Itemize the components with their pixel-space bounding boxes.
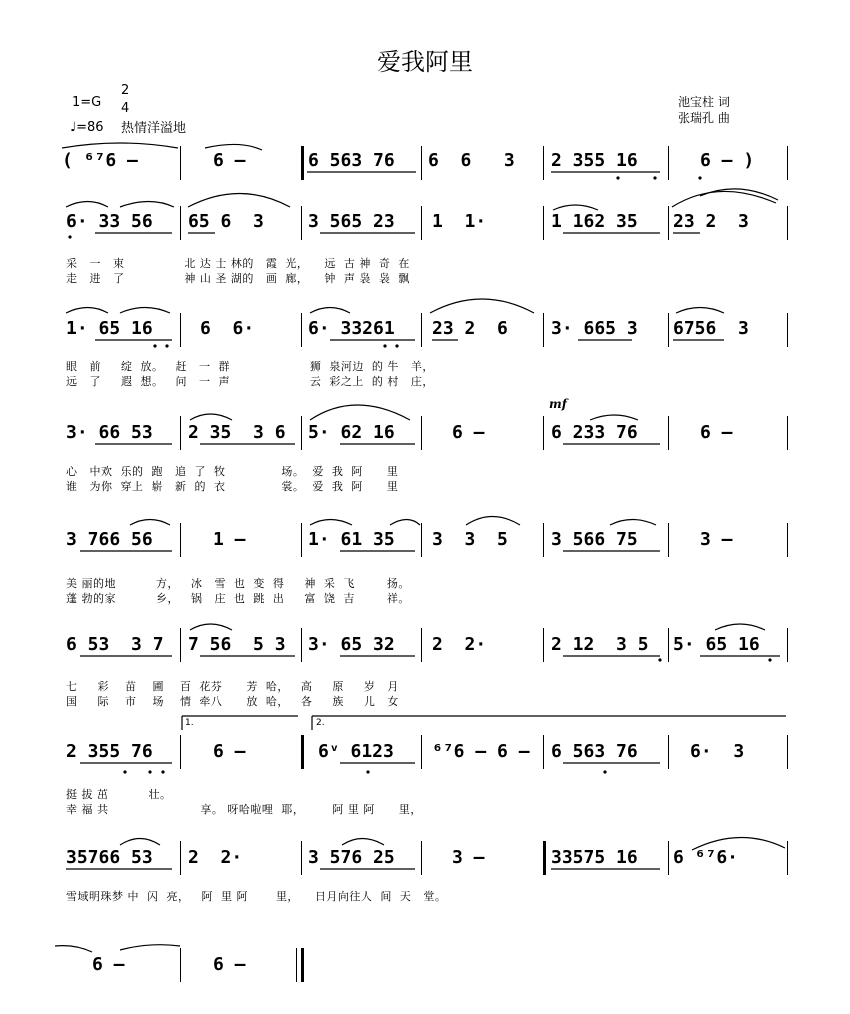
measure-1-1: ( ⁶⁷6 –	[62, 150, 138, 171]
measure-5-3: 1· 61 35	[308, 529, 395, 550]
low-octave-dot	[161, 770, 164, 773]
low-octave-dot	[395, 344, 398, 347]
slur	[205, 144, 262, 150]
slur	[130, 520, 170, 526]
slur	[553, 205, 598, 210]
measure-4-5: 6 233 76	[551, 422, 638, 443]
song-title: 爱我阿里	[377, 48, 473, 76]
measure-6-6: 5· 65 16	[673, 634, 760, 655]
low-octave-dot	[658, 658, 661, 661]
lyric-verse-1: 雪域明珠梦 中 闪 亮， 阿 里 阿 里， 日月向往人 间 天 堂。	[66, 890, 447, 903]
measure-8-5: 33575 16	[551, 847, 638, 868]
measure-6-2: 7 56 5 3	[188, 634, 286, 655]
key-signature: 1=G	[72, 95, 102, 110]
measure-7-2: 6 –	[213, 741, 246, 762]
measure-6-5: 2 12 3 5	[551, 634, 649, 655]
measure-5-6: 3 –	[700, 529, 733, 550]
measure-7-5: 6 563 76	[551, 741, 638, 762]
measure-4-2: 2 35 3 6	[188, 422, 286, 443]
tempo-marking: ♩=86	[70, 120, 104, 135]
slur	[66, 308, 108, 314]
slur	[692, 837, 785, 850]
tie	[55, 946, 92, 952]
measure-3-4: 23 2 6	[432, 318, 508, 339]
measure-2-2: 65 6 3	[188, 211, 264, 232]
slur	[700, 189, 778, 200]
measure-5-4: 3 3 5	[432, 529, 508, 550]
measure-9-1: 6 –	[92, 954, 125, 975]
measure-3-2: 6 6·	[200, 318, 255, 339]
tie	[120, 945, 180, 950]
slur	[342, 839, 384, 846]
measure-4-3: 5· 62 16	[308, 422, 395, 443]
lyric-verse-1: 心 中欢 乐的 跑 追 了 牧 场。 爱 我 阿 里	[66, 465, 399, 478]
low-octave-dot	[165, 344, 168, 347]
low-octave-dot	[68, 235, 71, 238]
slur	[676, 308, 724, 314]
measure-5-2: 1 –	[213, 529, 246, 550]
measure-2-4: 1 1·	[432, 211, 487, 232]
low-octave-dot	[153, 344, 156, 347]
slur	[430, 299, 534, 313]
measure-3-6: 6756 3	[673, 318, 749, 339]
lyricist-credit: 池宝柱 词	[678, 95, 730, 109]
slur	[190, 624, 232, 630]
slur	[120, 839, 160, 846]
slur	[310, 308, 350, 314]
lyric-verse-1: 挺 拔 茁 壮。	[66, 788, 172, 801]
lyric-verse-2: 远 了 遐 想。 问 一 声 云 彩之上 的 村 庄，	[66, 375, 434, 388]
lyric-verse-2: 国 际 市 场 情 牵八 放 哈， 各 族 儿 女	[66, 695, 399, 708]
lyric-verse-1: 眼 前 绽 放。 赶 一 群 狮 泉河边 的 牛 羊，	[66, 360, 434, 373]
measure-1-3: 6 563 76	[308, 150, 395, 171]
measure-1-2: 6 –	[213, 150, 246, 171]
measure-1-5: 2 355 16	[551, 150, 638, 171]
lyric-verse-2: 谁 为你 穿上 崭 新 的 衣 裳。 爱 我 阿 里	[66, 480, 399, 493]
low-octave-dot	[123, 770, 126, 773]
slur	[62, 143, 178, 148]
low-octave-dot	[603, 770, 606, 773]
low-octave-dot	[768, 658, 771, 661]
measure-8-4: 3 –	[452, 847, 485, 868]
volta-2-label: 2.	[316, 718, 325, 728]
measure-7-6: 6· 3	[690, 741, 745, 762]
measure-7-4: ⁶⁷6 – 6 –	[432, 741, 530, 762]
lyric-verse-2: 蓬 勃的家 乡， 锅 庄 也 跳 出 富 饶 吉 祥。	[66, 592, 410, 605]
low-octave-dot	[653, 176, 656, 179]
dynamic-marking: mf	[549, 397, 567, 411]
slur	[120, 202, 174, 208]
measure-3-3: 6· 33261	[308, 318, 395, 339]
measure-6-1: 6 53 3 7	[66, 634, 164, 655]
measure-8-3: 3 576 25	[308, 847, 395, 868]
measure-2-1: 6· 33 56	[66, 211, 153, 232]
measure-3-5: 3· 665 3	[551, 318, 638, 339]
measure-2-3: 3 565 23	[308, 211, 395, 232]
slur	[610, 520, 656, 526]
measure-2-5: 1 162 35	[551, 211, 638, 232]
slur	[590, 415, 638, 420]
measure-3-1: 1· 65 16	[66, 318, 153, 339]
time-signature-bottom: 4	[121, 101, 130, 116]
measure-8-2: 2 2·	[188, 847, 243, 868]
measure-1-6: 6 – )	[700, 150, 755, 171]
volta-1-label: 1.	[185, 718, 194, 728]
measure-5-5: 3 566 75	[551, 529, 638, 550]
composer-credit: 张瑞孔 曲	[678, 111, 730, 125]
measure-6-3: 3· 65 32	[308, 634, 395, 655]
slur	[310, 405, 410, 420]
lyric-verse-2: 走 进 了 神 山 圣 湖的 画 廊， 钟 声 袅 袅 飘	[66, 272, 410, 285]
measure-8-6: 6 ⁶⁷6·	[673, 847, 739, 868]
volta-bracket	[182, 716, 298, 730]
lyric-verse-2: 幸 福 共 享。 呀哈啦哩 耶， 阿 里 阿 里，	[66, 803, 422, 816]
measure-5-1: 3 766 56	[66, 529, 153, 550]
time-signature-top: 2	[121, 83, 130, 98]
lyric-verse-1: 美 丽的地 方， 冰 雪 也 变 得 神 采 飞 扬。	[66, 577, 410, 590]
expression-marking: 热情洋溢地	[121, 121, 187, 136]
slur	[310, 520, 352, 526]
measure-2-6: 23 2 3	[673, 211, 749, 232]
low-octave-dot	[148, 770, 151, 773]
slur	[466, 517, 520, 526]
slur	[120, 308, 170, 314]
slur	[190, 414, 232, 420]
measure-7-1: 2 355 76	[66, 741, 153, 762]
measure-4-1: 3· 66 53	[66, 422, 153, 443]
slur	[672, 191, 776, 207]
low-octave-dot	[366, 770, 369, 773]
measure-6-4: 2 2·	[432, 634, 487, 655]
lyric-verse-1: 采 一 束 北 达 士 林的 霞 光， 远 古 神 奇 在	[66, 257, 410, 270]
low-octave-dot	[616, 176, 619, 179]
measure-4-4: 6 –	[452, 422, 485, 443]
volta-bracket	[312, 716, 786, 730]
measure-9-2: 6 –	[213, 954, 246, 975]
slur	[390, 520, 420, 526]
measure-4-6: 6 –	[700, 422, 733, 443]
lyric-verse-1: 七 彩 苗 圃 百 花芬 芳 哈， 高 原 岁 月	[66, 680, 399, 693]
slur	[66, 202, 108, 208]
measure-7-3: 6ᵛ 6123	[318, 741, 394, 762]
slur	[188, 194, 290, 208]
measure-1-4: 6 6 3	[428, 150, 515, 171]
measure-8-1: 35766 53	[66, 847, 153, 868]
low-octave-dot	[383, 344, 386, 347]
slur	[715, 624, 765, 630]
low-octave-dot	[698, 176, 701, 179]
